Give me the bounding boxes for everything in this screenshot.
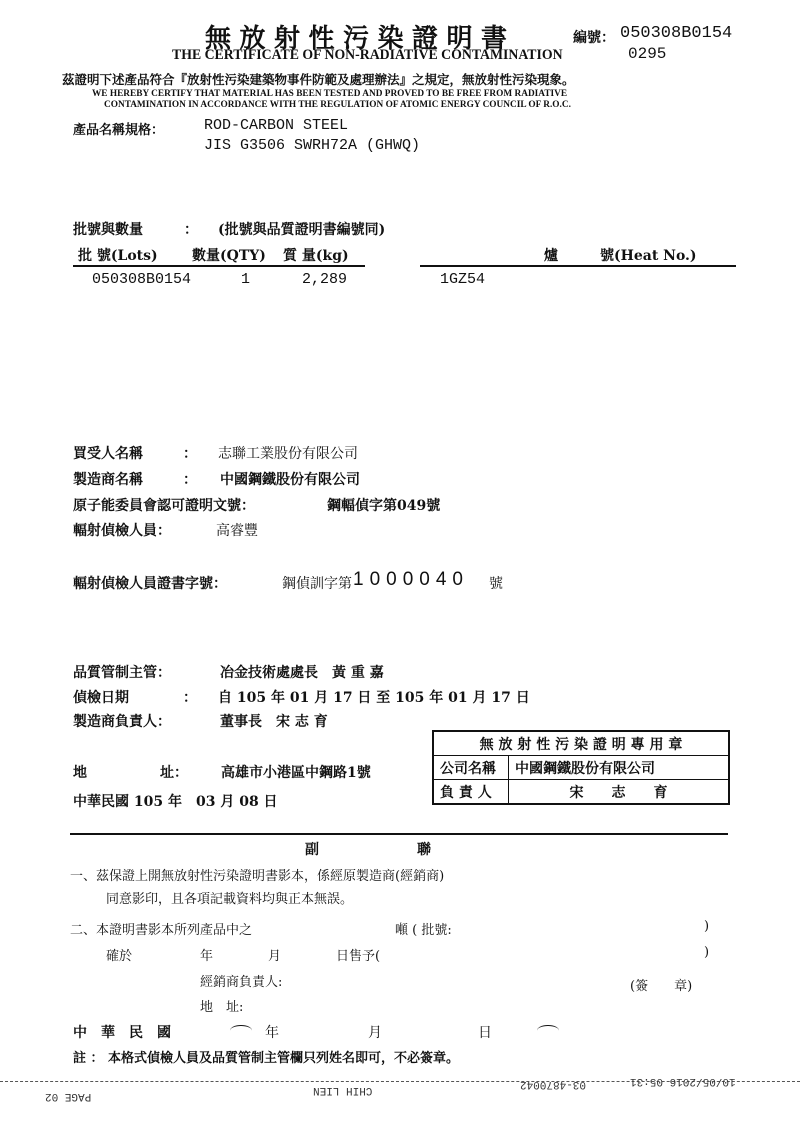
maker-label: 製造商名稱 xyxy=(73,472,143,488)
col-header-lot: 批 號(Lots) xyxy=(78,248,158,264)
certification-stamp xyxy=(432,730,730,805)
copy-divider xyxy=(70,833,728,835)
arc-left xyxy=(230,1025,252,1036)
fax-page: PAGE 02 xyxy=(45,1090,92,1102)
sign-label: (簽 章) xyxy=(630,979,693,994)
maker-colon: ： xyxy=(183,472,197,488)
col-header-weight: 質 量(kg) xyxy=(283,248,349,264)
inspector-label: 輻射偵檢人員： xyxy=(73,523,171,539)
copy-title: 副 聯 xyxy=(305,842,431,858)
lot-quantity: 1 xyxy=(241,271,251,288)
product-spec: JIS G3506 SWRH72A (GHWQ) xyxy=(204,137,421,154)
dealer-label: 經銷商負責人: xyxy=(200,975,283,990)
lots-colon: ： xyxy=(184,222,198,238)
close-paren-1: ) xyxy=(704,919,710,934)
intro-en-line1: WE HEREBY CERTIFY THAT MATERIAL HAS BEEN TESTED AND PROVED TO BE FREE FROM RADIATIVE xyxy=(92,89,568,99)
sold-day: 日售予( xyxy=(336,949,381,964)
cert-suffix: 號 xyxy=(489,576,503,592)
stamp-person-label: 負 責 人 xyxy=(433,780,509,805)
inspection-date: 自 105 年 01 月 17 日 至 105 年 01 月 17 日 xyxy=(218,690,530,706)
issue-date: 中華民國 105 年 03 月 08 日 xyxy=(73,794,278,810)
sold-month: 月 xyxy=(268,949,282,964)
title-en: THE CERTIFICATE OF NON-RADIATIVE CONTAMINATION xyxy=(172,47,563,63)
cert-label: 輻射偵檢人員證書字號： xyxy=(73,576,227,592)
buyer-value: 志聯工業股份有限公司 xyxy=(218,446,358,462)
buyer-label: 買受人名稱 xyxy=(73,446,143,462)
copy-item1-line1: 一、茲保證上開無放射性污染證明書影本，係經原製造商(經銷商) xyxy=(70,869,445,884)
lots-header-rule-right xyxy=(420,265,736,267)
maker-value: 中國鋼鐵股份有限公司 xyxy=(220,472,360,488)
resp-value: 董事長 宋 志 育 xyxy=(220,714,328,730)
aec-value: 鋼輻偵字第049號 xyxy=(327,498,441,514)
stamp-company-label: 公司名稱 xyxy=(433,756,509,780)
aec-label: 原子能委員會認可證明文號： xyxy=(73,498,255,514)
lot-heat-number: 1GZ54 xyxy=(440,271,486,288)
date-label: 偵檢日期 xyxy=(73,690,129,706)
product-label: 產品名稱規格： xyxy=(73,123,165,138)
serial-suffix: 0295 xyxy=(628,45,667,63)
qc-value: 冶金技術處處長 黃 重 嘉 xyxy=(220,665,384,681)
addr-label-1: 地 xyxy=(73,765,87,781)
lots-header-rule-left xyxy=(73,265,365,267)
intro-en-line2: CONTAMINATION IN ACCORDANCE WITH THE REGULATION OF ATOMIC ENERGY COUNCIL OF R.O.C. xyxy=(104,100,571,110)
stamp-company-value: 中國鋼鐵股份有限公司 xyxy=(509,756,730,780)
fax-datetime: 10/05/2016 05:31 xyxy=(630,1075,736,1087)
lot-number: 050308B0154 xyxy=(92,271,192,288)
stamp-title: 無 放 射 性 污 染 證 明 專 用 章 xyxy=(433,731,729,756)
col-header-heat: 號(Heat No.) xyxy=(600,248,697,264)
buyer-colon: ： xyxy=(183,446,197,462)
cert-number: 1000040 xyxy=(353,569,469,590)
date-colon: ： xyxy=(183,690,197,706)
roc-month: 月 xyxy=(368,1025,382,1041)
serial-label: 編號： xyxy=(573,30,615,46)
qc-label: 品質管制主管： xyxy=(73,665,171,681)
copy-item2-prefix: 二、本證明書影本所列產品中之 xyxy=(70,923,253,938)
close-paren-2: ) xyxy=(704,945,710,960)
dealer-address: 地 址: xyxy=(200,1000,244,1015)
cert-prefix: 鋼偵訓字第 xyxy=(282,576,352,592)
lot-weight: 2,289 xyxy=(302,271,348,288)
arc-right xyxy=(537,1025,559,1036)
product-name: ROD-CARBON STEEL xyxy=(204,117,349,134)
col-header-furnace: 爐 xyxy=(544,248,558,264)
col-header-qty: 數量(QTY) xyxy=(192,248,266,264)
serial-number: 050308B0154 xyxy=(620,24,733,43)
footnote: 註 ： 本格式偵檢人員及品質管制主管欄只列姓名即可，不必簽章。 xyxy=(73,1051,460,1066)
fax-sender: CHIH LIEN xyxy=(313,1084,373,1096)
address-value: 高雄市小港區中鋼路1號 xyxy=(221,765,371,781)
title-zh: 無 放 射 性 污 染 證 明 書 xyxy=(205,24,509,53)
copy-item1-line2: 同意影印，且各項記載資料均與正本無誤。 xyxy=(106,892,354,907)
fax-number: 03-4870042 xyxy=(520,1078,587,1090)
sold-year: 年 xyxy=(200,949,214,964)
sold-label: 確於 xyxy=(106,949,133,964)
stamp-person-value: 宋 志 育 xyxy=(509,780,730,805)
roc-date-label: 中 華 民 國 xyxy=(73,1025,171,1041)
roc-day: 日 xyxy=(478,1025,492,1041)
addr-label-2: 址： xyxy=(160,765,188,781)
inspector-value: 高睿豐 xyxy=(216,523,258,539)
roc-year: 年 xyxy=(265,1025,279,1041)
resp-label: 製造商負責人： xyxy=(73,714,171,730)
lots-label: 批號與數量 xyxy=(73,222,143,238)
copy-item2-unit: 噸 ( 批號: xyxy=(395,923,452,938)
intro-zh: 茲證明下述產品符合『放射性污染建築物事件防範及處理辦法』之規定，無放射性污染現象。 xyxy=(62,72,575,87)
lots-note: (批號與品質證明書編號同) xyxy=(218,222,386,238)
